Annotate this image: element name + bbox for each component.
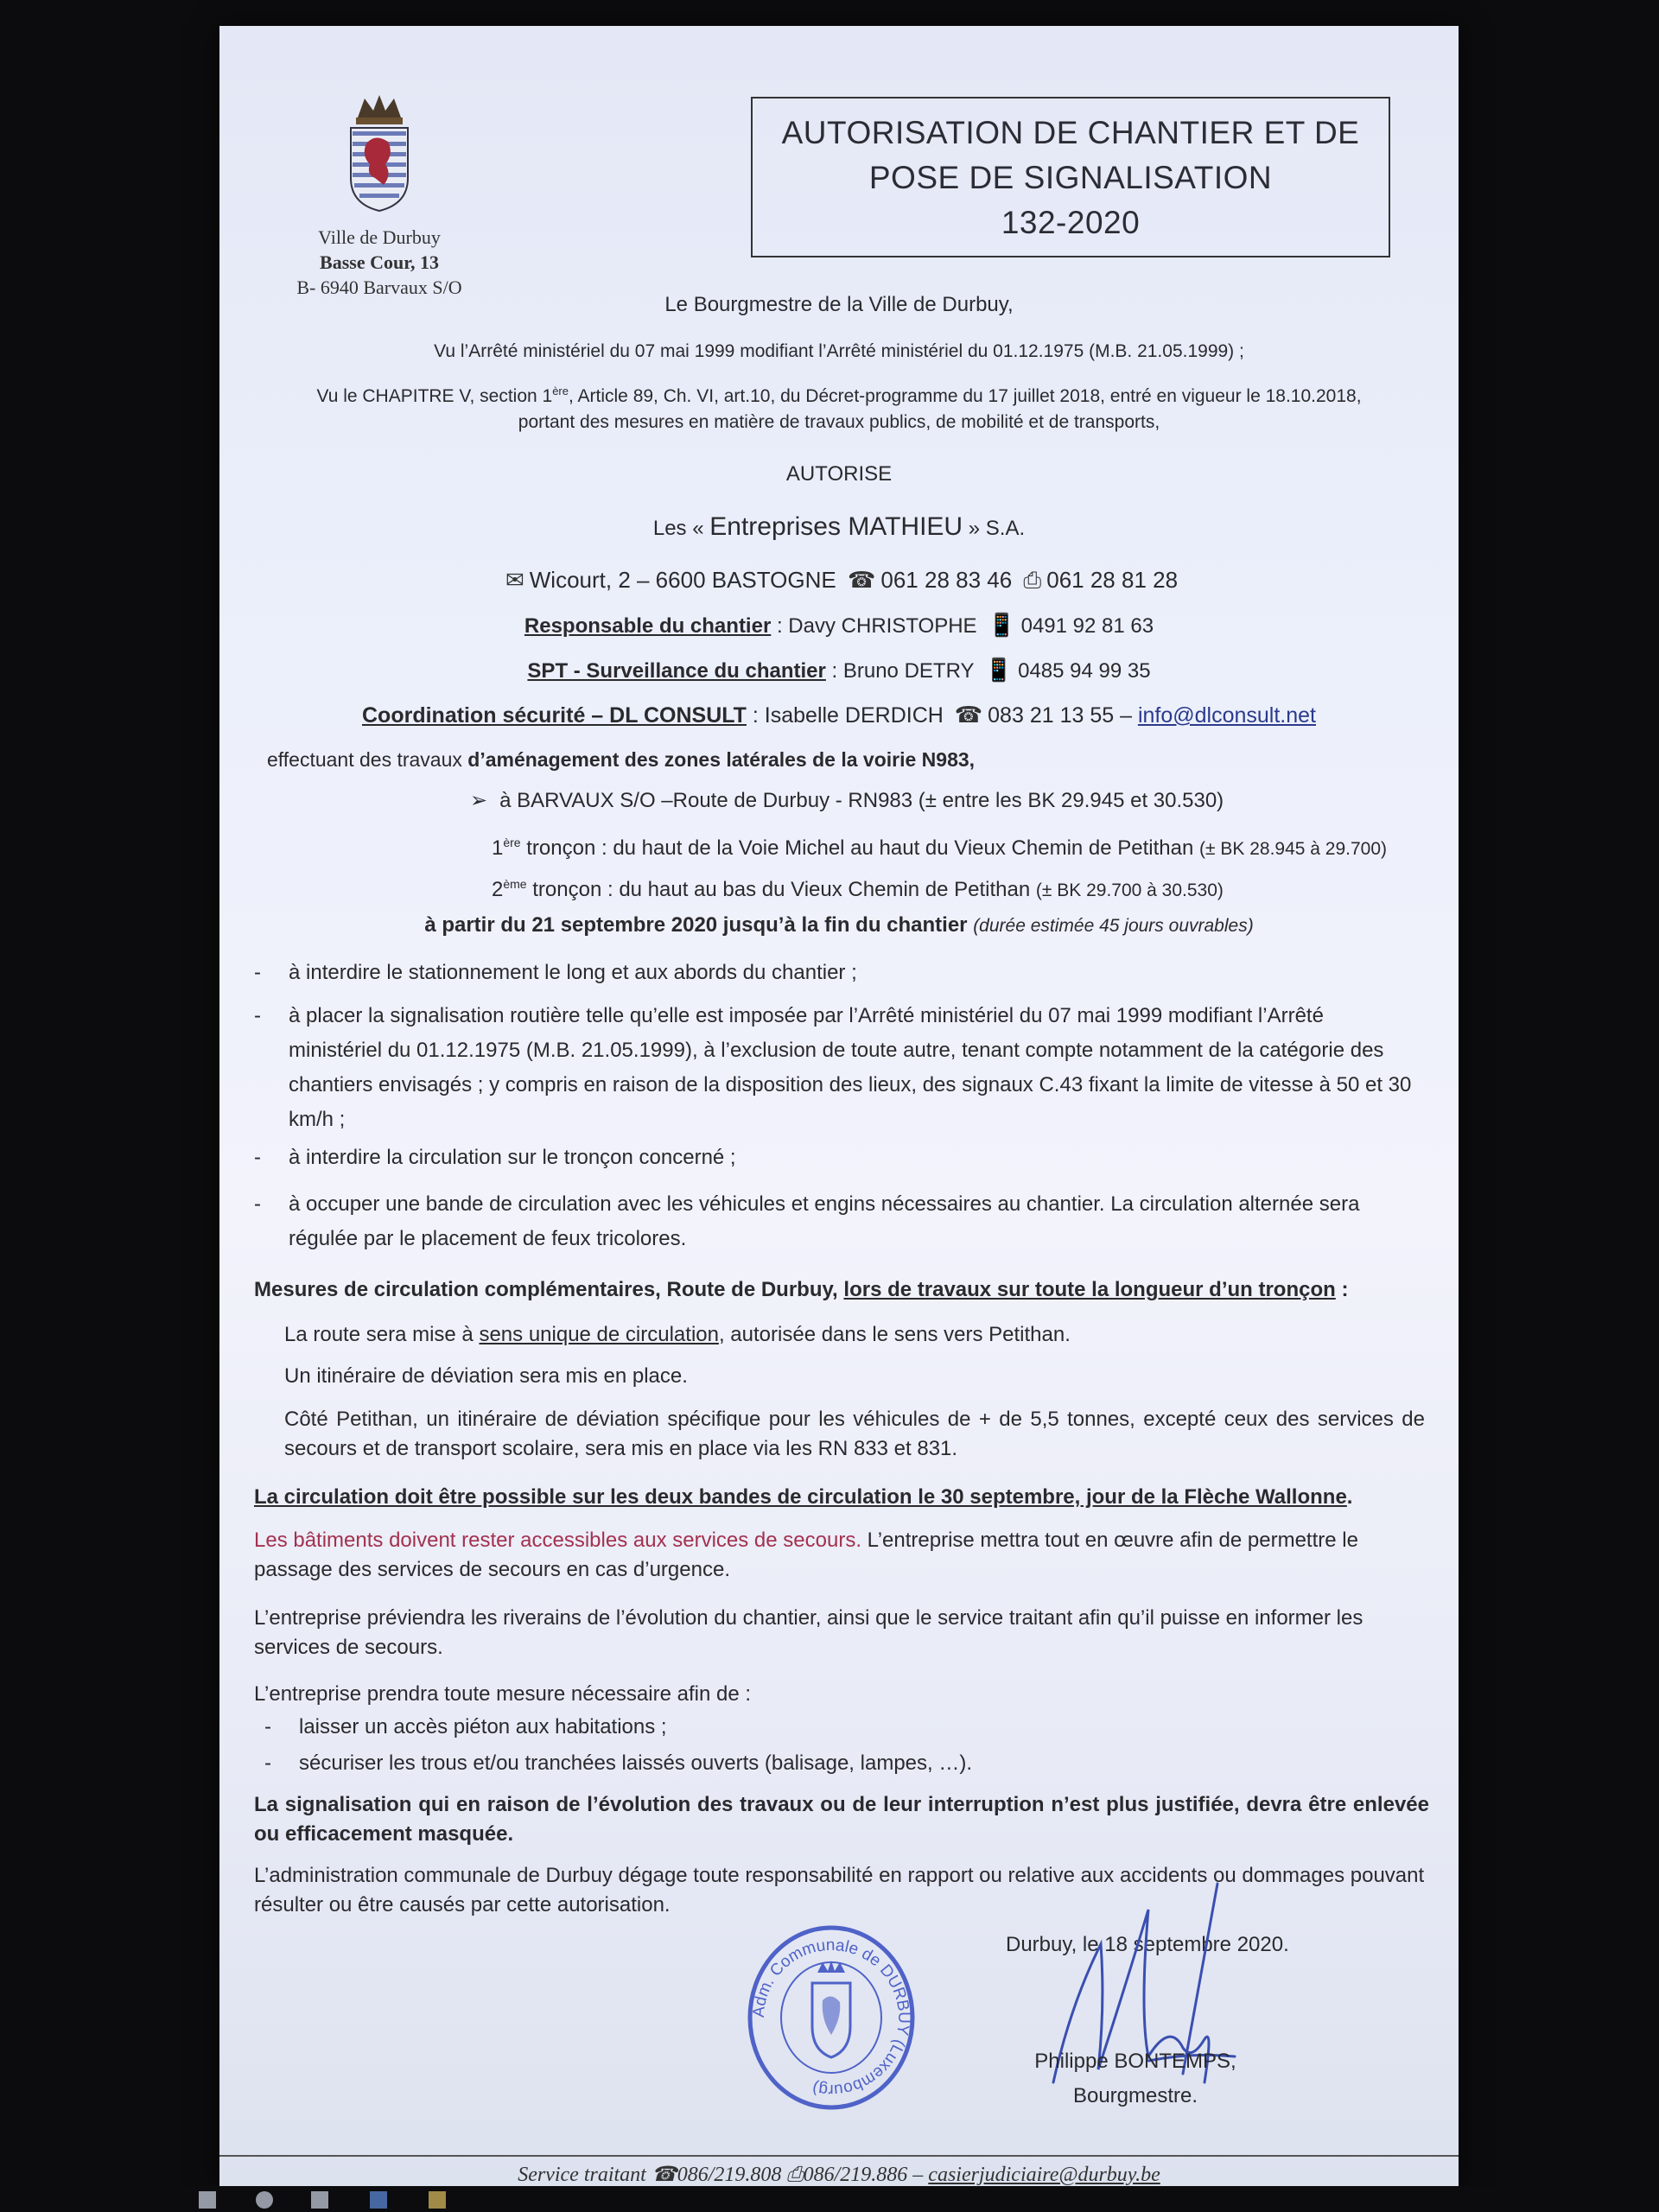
bourgmestre-line: Le Bourgmestre de la Ville de Durbuy, [664, 293, 1014, 316]
legal-ref-2b: , Article 89, Ch. VI, art.10, du Décret-programme du 17 juillet 2018, entré en vigueur le 18.10.2018, [569, 386, 1362, 406]
phone-icon: ☎ [847, 567, 876, 593]
coordination-email-link[interactable]: info@dlconsult.net [1137, 703, 1316, 728]
fleche-text: La circulation doit être possible sur les deux bandes de circulation le 30 septembre, jour de la Flèche Wallonne [254, 1485, 1347, 1509]
phone-icon: ☎ [651, 2164, 677, 2186]
section-2-bk: (± BK 29.700 à 30.530) [1035, 880, 1224, 900]
autorise-heading: AUTORISE [785, 462, 893, 486]
bullet-item: - à placer la signalisation routière telle qu’elle est imposée par l’Arrêté ministériel du 07 mai 1999 modifiant l’Arrêté ministériel du 01.12.1975 (M.B. 21.05.1999), à l’exclusion de toute autre, tenant compte notamment de la catégorie des chantiers envisagés ; y compris en raison de la disposition des lieux, des signaux C.43 fixant la limite de vitesse à 50 et 30 km/h ; [254, 1004, 1412, 1131]
bullet-text: à occuper une bande de circulation avec les véhicules et engins nécessaires au chantier. La circulation alternée sera régulée par le placement de feux tricolores. [289, 1192, 1360, 1250]
measure-item: - laisser un accès piéton aux habitations ; [264, 1715, 667, 1738]
one-way-line [284, 1320, 1425, 1350]
footer-email-link[interactable]: casierjudiciaire@durbuy.be [928, 2164, 1160, 2186]
section-1-num: 1 [492, 836, 504, 860]
fax-icon: ⎙ [1023, 567, 1042, 593]
footer-contact [219, 2162, 1459, 2187]
works-intro-b: d’aménagement des zones latérales de la voirie N983, [467, 748, 976, 771]
municipal-stamp [745, 1923, 918, 2113]
bullet-item: - à interdire le stationnement le long et aux abords du chantier ; [254, 961, 857, 984]
durbuy-coat-of-arms-icon [340, 92, 418, 213]
title-number: 132-2020 [1001, 205, 1141, 240]
section-1-bk: (± BK 28.945 à 29.700) [1199, 839, 1388, 859]
footer-fax: 086/219.886 – [803, 2164, 924, 2186]
liability-paragraph: L’administration communale de Durbuy dégage toute responsabilité en rapport ou relative aux accidents ou dommages pouvant résulter ou être causés par cette autorisation. [254, 1864, 1425, 1916]
section-2-text: tronçon : du haut au bas du Vieux Chemin de Petithan [526, 878, 1036, 901]
company-prefix: Les « [652, 517, 710, 540]
works-location [470, 786, 1224, 816]
coordination-name: : Isabelle DERDICH [746, 703, 944, 728]
title-line-1: AUTORISATION DE CHANTIER ET DE [781, 115, 1360, 150]
legal-ref-2-sup: ère [552, 385, 569, 397]
residents-paragraph: L’entreprise préviendra les riverains de l’évolution du chantier, ainsi que le service traitant afin qu’il puisse en informer les services de secours. [254, 1606, 1363, 1659]
footer-label: Service traitant [518, 2164, 646, 2186]
heavy-vehicle-detour: Côté Petithan, un itinéraire de déviation spécifique pour les véhicules de + de 5,5 tonnes, excepté ceux des services de secours et de transport scolaire, sera mis en place via les RN 833 et 831. [284, 1408, 1425, 1460]
site-manager-name: : Davy CHRISTOPHE [771, 614, 977, 638]
company-phone: 061 28 83 46 [880, 567, 1013, 593]
city-postal: B- 6940 Barvaux S/O [296, 276, 462, 298]
one-way-c: , autorisée dans le sens vers Petithan. [718, 1323, 1071, 1346]
signature-date: Durbuy, le 18 septembre 2020. [1006, 1933, 1289, 1956]
measures-title-c: : [1335, 1278, 1349, 1301]
start-icon[interactable] [199, 2191, 216, 2209]
legal-ref-2c: portant des mesures en matière de travaux publics, de mobilité et de transports, [518, 412, 1160, 432]
site-manager-line [219, 610, 1459, 641]
spt-label: SPT - Surveillance du chantier [527, 659, 826, 683]
signage-paragraph: La signalisation qui en raison de l’évolution des travaux ou de leur interruption n’est plus justifiée, devra être enlevée ou efficacement masquée. [254, 1793, 1429, 1846]
company-contact-line [219, 565, 1459, 594]
works-location-text: à BARVAUX S/O –Route de Durbuy - RN983 (± entre les BK 29.945 et 30.530) [499, 789, 1224, 812]
mobile-phone-icon: 📱 [984, 657, 1014, 683]
fleche-end: . [1346, 1485, 1353, 1509]
city-address [284, 225, 474, 300]
measures-title-b: lors de travaux sur toute la longueur d’un tronçon [843, 1278, 1336, 1301]
section-2-line [492, 869, 1224, 906]
one-way-b: sens unique de circulation [479, 1323, 719, 1346]
mobile-phone-icon: 📱 [988, 612, 1016, 638]
one-way-a: La route sera mise à [284, 1323, 480, 1346]
section-1-line [492, 828, 1387, 864]
signatory [1023, 2044, 1248, 2113]
section-2-num: 2 [492, 878, 504, 901]
emergency-access-red: Les bâtiments doivent rester accessibles aux services de secours. [254, 1529, 861, 1552]
browser-icon[interactable] [370, 2191, 387, 2209]
bullet-text: à interdire la circulation sur le tronçon concerné ; [289, 1146, 736, 1169]
spt-name: : Bruno DETRY [825, 659, 975, 683]
measures-intro: L’entreprise prendra toute mesure nécessaire afin de : [254, 1682, 752, 1706]
city-name: Ville de Durbuy [318, 226, 441, 248]
mail-icon: ✉ [505, 567, 524, 593]
phone-icon: ☎ [954, 702, 983, 728]
legal-reference-1: Vu l’Arrêté ministériel du 07 mai 1999 modifiant l’Arrêté ministériel du 01.12.1975 (M.B. 21.05.1999) ; [434, 341, 1244, 361]
measure-item-text: sécuriser les trous et/ou tranchées laissés ouverts (balisage, lampes, …). [299, 1751, 973, 1775]
spt-line [219, 655, 1459, 686]
emergency-access-rest: L’entreprise mettra tout en œuvre afin de permettre le passage des services de secours en cas d’urgence. [254, 1529, 1358, 1581]
site-manager-phone: 0491 92 81 63 [1020, 614, 1154, 638]
os-taskbar [0, 2186, 1659, 2212]
arrow-bullet-icon: ➢ [470, 789, 488, 812]
section-1-sup: ère [503, 836, 521, 849]
company-name-line [219, 510, 1459, 546]
fax-icon: ⎙ [786, 2164, 804, 2186]
measure-item: - sécuriser les trous et/ou tranchées laissés ouverts (balisage, lampes, …). [264, 1751, 973, 1775]
spt-phone: 0485 94 99 35 [1018, 659, 1151, 683]
site-manager-label: Responsable du chantier [524, 614, 772, 638]
measures-title-a: Mesures de circulation complémentaires, Route de Durbuy, [254, 1278, 844, 1301]
detour-line: Un itinéraire de déviation sera mis en place. [284, 1364, 688, 1388]
document-title-box [751, 97, 1390, 257]
section-2-sup: ème [503, 877, 527, 891]
title-line-2: POSE DE SIGNALISATION [868, 160, 1273, 195]
folder-icon[interactable] [429, 2191, 446, 2209]
works-intro-a: effectuant des travaux [267, 748, 468, 771]
coordination-phone: 083 21 13 55 – [988, 703, 1132, 728]
footer-phone: 086/219.808 [677, 2164, 782, 2186]
fleche-wallonne-notice [254, 1483, 1429, 1512]
bullet-item: - à occuper une bande de circulation avec les véhicules et engins nécessaires au chantier. La circulation alternée sera régulée par le placement de feux tricolores. [254, 1192, 1360, 1250]
document-page [219, 26, 1459, 2186]
company-name: Entreprises MATHIEU [709, 512, 963, 541]
company-fax: 061 28 81 28 [1046, 567, 1179, 593]
dates-text: à partir du 21 septembre 2020 jusqu’à la fin du chantier [424, 913, 974, 937]
signatory-name: Philippe BONTEMPS, [1034, 2050, 1236, 2073]
duration-text: (durée estimée 45 jours ouvrables) [973, 916, 1254, 936]
works-intro [267, 745, 975, 774]
search-icon[interactable] [256, 2191, 273, 2209]
bullet-item: - à interdire la circulation sur le tronçon concerné ; [254, 1146, 736, 1169]
coordination-label: Coordination sécurité – DL CONSULT [362, 703, 747, 728]
city-street: Basse Cour, 13 [320, 251, 439, 273]
company-suffix: » S.A. [963, 517, 1026, 540]
measure-item-text: laisser un accès piéton aux habitations ; [299, 1715, 667, 1738]
emergency-access-paragraph [254, 1526, 1429, 1585]
bullet-text: à interdire le stationnement le long et aux abords du chantier ; [289, 961, 857, 984]
task-view-icon[interactable] [311, 2191, 328, 2209]
bullet-text: à placer la signalisation routière telle qu’elle est imposée par l’Arrêté ministériel du 07 mai 1999 modifiant l’Arrêté ministériel du 01.12.1975 (M.B. 21.05.1999), à l’exclusion de toute autre, tenant compte notamment de la catégorie des chantiers envisagés ; y compris en raison de la disposition des lieux, des signaux C.43 fixant la limite de vitesse à 50 et 30 km/h ; [289, 1004, 1412, 1131]
section-1-text: tronçon : du haut de la Voie Michel au haut du Vieux Chemin de Petithan [520, 836, 1200, 860]
legal-ref-2a: Vu le CHAPITRE V, section 1 [316, 386, 553, 406]
traffic-measures-heading [254, 1275, 1429, 1305]
company-address: Wicourt, 2 – 6600 BASTOGNE [529, 567, 836, 593]
footer-divider [219, 2155, 1459, 2157]
safety-coordination-line [219, 700, 1459, 730]
dates-line [219, 911, 1459, 941]
legal-reference-2 [219, 378, 1459, 435]
signatory-role: Bourgmestre. [1072, 2084, 1198, 2107]
stamp-text: Adm. Communale de DURBUY (Luxembourg) [749, 1936, 912, 2100]
